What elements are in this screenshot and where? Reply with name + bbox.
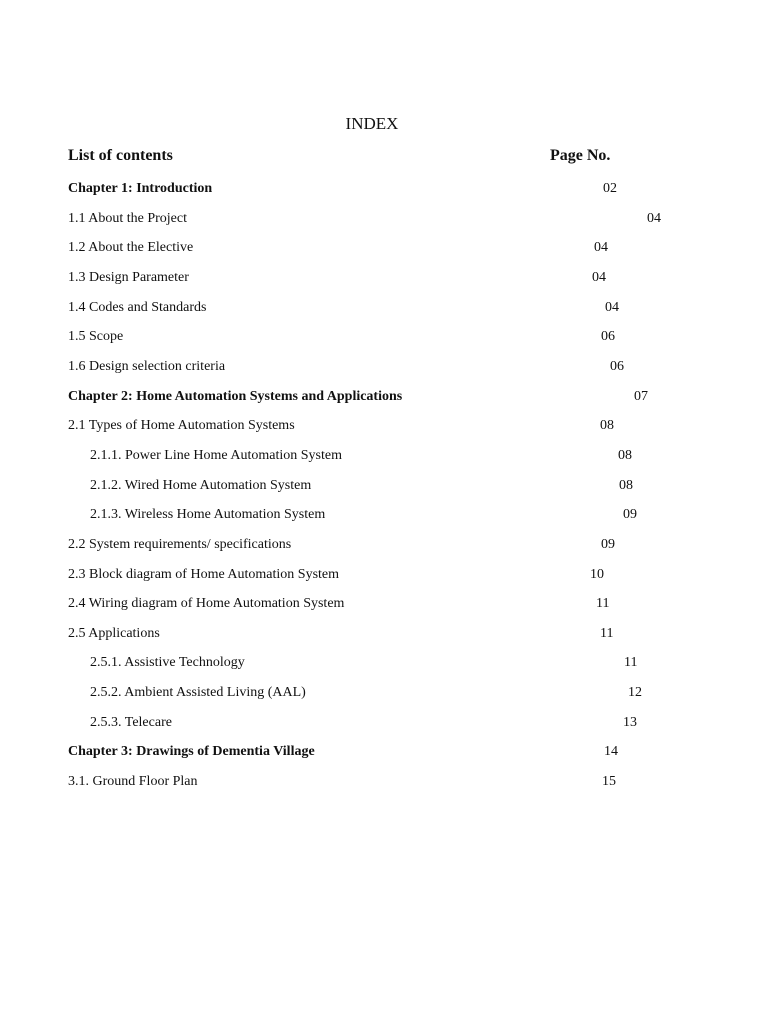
page-no-heading: Page No. [550,147,611,164]
entry-text: 2.5 Applications [68,626,160,641]
page-number: 11 [596,596,610,611]
entry-text: 2.2 System requirements/ specifications [68,537,292,552]
entry-text: 1.6 Design selection criteria [68,359,226,374]
page-number: 04 [647,211,661,226]
entry-text: 1.2 About the Elective [68,240,194,255]
chapter-label: Chapter 2: Home Automation Systems and Applications [68,389,403,404]
chapter-label: Chapter 1: Introduction [68,181,213,196]
entry-text: 2.5.1. Assistive Technology [90,655,245,670]
entry-text: 2.1.3. Wireless Home Automation System [90,507,326,522]
page-number: 14 [604,744,618,759]
page-number: 13 [623,715,637,730]
page-number: 09 [601,537,615,552]
page-number: 06 [610,359,624,374]
contents-header [68,147,668,169]
list-of-contents-heading: List of contents [68,147,173,164]
page-number: 02 [603,181,617,196]
page-number: 04 [594,240,608,255]
entry-text: 1.1 About the Project [68,211,187,226]
page-number: 10 [590,567,604,582]
page-number: 15 [602,774,616,789]
page-number: 08 [618,448,632,463]
page-number: 06 [601,329,615,344]
page-number: 08 [600,418,614,433]
entry-text: 1.4 Codes and Standards [68,300,207,315]
page-number: 11 [624,655,638,670]
page-number: 12 [628,685,642,700]
entry-text: 2.4 Wiring diagram of Home Automation System [68,596,345,611]
page-number: 07 [634,389,648,404]
index-title: INDEX [345,114,399,133]
entry-text: 2.1.2. Wired Home Automation System [90,478,312,493]
entry-text: 2.1.1. Power Line Home Automation System [90,448,342,463]
page-number: 04 [605,300,619,315]
chapter-label: Chapter 3: Drawings of Dementia Village [68,744,315,759]
entry-text: 1.3 Design Parameter [68,270,189,285]
page-number: 11 [600,626,614,641]
entry-text: 2.5.2. Ambient Assisted Living (AAL) [90,685,306,700]
page-number: 04 [592,270,606,285]
entry-text: 3.1. Ground Floor Plan [68,774,198,789]
page-number: 08 [619,478,633,493]
entry-text: 2.3 Block diagram of Home Automation System [68,567,340,582]
page-number: 09 [623,507,637,522]
entry-text: 1.5 Scope [68,329,124,344]
entry-text: 2.5.3. Telecare [90,715,172,730]
entry-text: 2.1 Types of Home Automation Systems [68,418,295,433]
